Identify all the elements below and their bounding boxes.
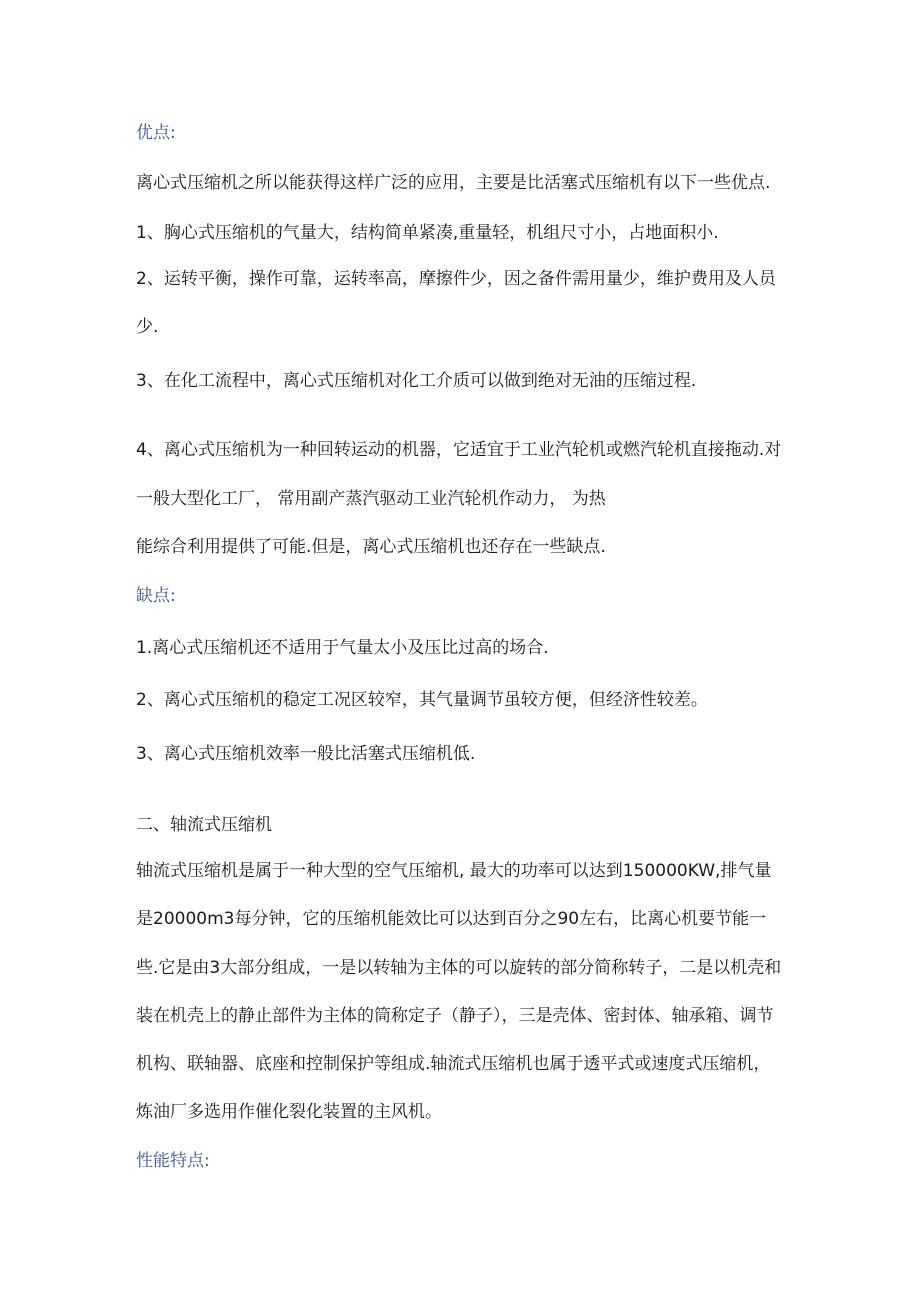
advantage-item-3: 3、在化工流程中，离心式压缩机对化工介质可以做到绝对无油的压缩过程. <box>136 371 697 391</box>
advantage-item-2-line-2: 少. <box>136 317 159 337</box>
advantage-item-4-line-3: 能综合利用提供了可能.但是，离心式压缩机也还存在一些缺点. <box>136 537 606 557</box>
disadvantages-heading: 缺点: <box>136 586 176 606</box>
disadvantage-item-1: 1.离心式压缩机还不适用于气量太小及压比过高的场合. <box>136 638 549 658</box>
disadvantage-item-3: 3、离心式压缩机效率一般比活塞式压缩机低. <box>136 744 476 764</box>
advantage-item-4-line-2: 一般大型化工厂， 常用副产蒸汽驱动工业汽轮机作动力， 为热 <box>136 489 606 509</box>
performance-heading: 性能特点: <box>136 1151 210 1171</box>
advantage-item-4-line-1: 4、离心式压缩机为一种回转运动的机器，它适宜于工业汽轮机或燃汽轮机直接拖动.对 <box>136 440 782 460</box>
advantage-item-1: 1、胸心式压缩机的气量大，结构简单紧凑,重量轻，机组尺寸小，占地面积小. <box>136 223 719 243</box>
axial-paragraph-line-4: 装在机壳上的静止部件为主体的筒称定子（静子），三是壳体、密封体、轴承箱、调节 <box>136 1006 774 1026</box>
axial-paragraph-line-2: 是20000m3每分钟，它的压缩机能效比可以达到百分之90左右，比离心机要节能一 <box>136 909 767 929</box>
advantages-intro: 离心式压缩机之所以能获得这样广泛的应用，主要是比活塞式压缩机有以下一些优点. <box>136 173 771 193</box>
axial-paragraph-line-5: 机构、联轴器、底座和控制保护等组成.轴流式压缩机也属于透平式或速度式压缩机， <box>136 1054 771 1074</box>
disadvantage-item-2: 2、离心式压缩机的稳定工况区较窄，其气量调节虽较方便，但经济性较差。 <box>136 690 708 710</box>
axial-paragraph-line-1: 轴流式压缩机是属于一种大型的空气压缩机, 最大的功率可以达到150000KW,排气量 <box>136 861 772 881</box>
axial-paragraph-line-3: 些.它是由3大部分组成，一是以转轴为主体的可以旋转的部分简称转子，二是以机壳和 <box>136 958 782 978</box>
advantage-item-2-line-1: 2、运转平衡，操作可靠，运转率高，摩擦件少，因之备件需用量少，维护费用及人员 <box>136 269 776 289</box>
axial-paragraph-line-6: 炼油厂多选用作催化裂化装置的主风机。 <box>136 1102 442 1122</box>
advantages-heading: 优点: <box>136 123 176 143</box>
section-title-axial-compressor: 二、轴流式压缩机 <box>136 815 272 835</box>
